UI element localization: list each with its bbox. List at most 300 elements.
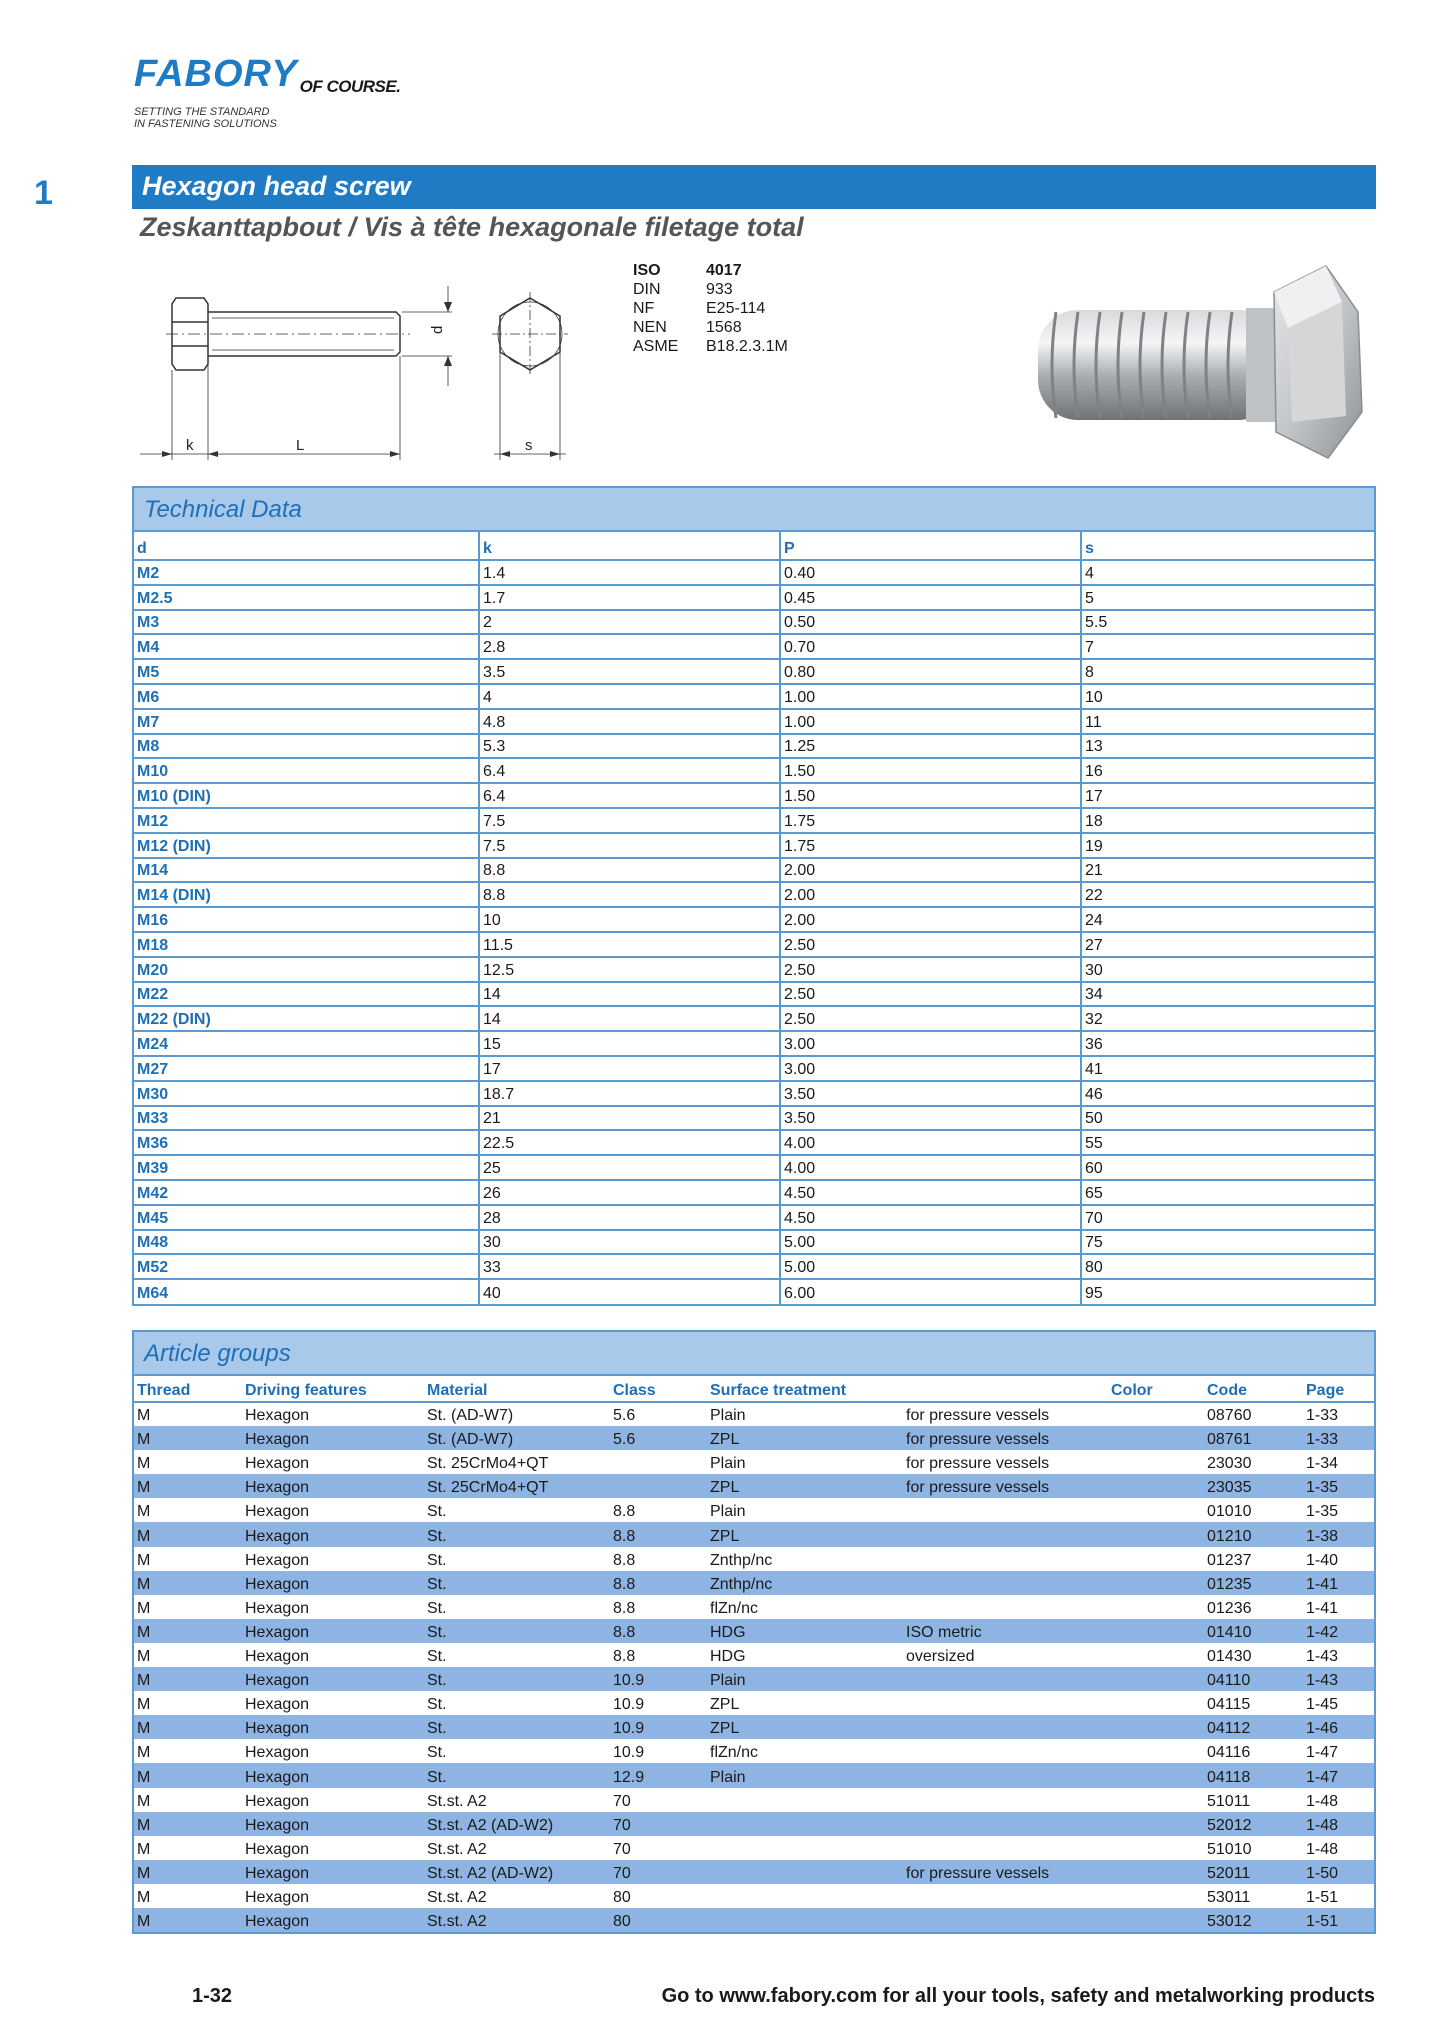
table-cell: M	[137, 1792, 151, 1810]
table-cell: 1-51	[1303, 1908, 1374, 1932]
table-cell: 14	[479, 982, 780, 1007]
table-cell: Plain	[710, 1455, 746, 1473]
table-row	[134, 1571, 1374, 1595]
table-cell: St.	[424, 1715, 610, 1739]
table-cell: M	[134, 1667, 242, 1691]
standard-row	[633, 299, 788, 318]
table-cell: flZn/nc	[710, 1744, 759, 1762]
table-cell: 3.50	[780, 1081, 1081, 1106]
page-title: Hexagon head screw	[142, 171, 411, 201]
table-cell: St. (AD-W7)	[427, 1407, 514, 1425]
table-cell: M	[134, 1474, 242, 1498]
table-cell: M	[134, 1522, 242, 1546]
table-cell: 1.50	[780, 783, 1081, 808]
table-cell: 1-41	[1303, 1571, 1374, 1595]
table-cell: 26	[479, 1180, 780, 1205]
table-cell: Hexagon	[242, 1619, 424, 1643]
table-cell	[707, 1884, 903, 1908]
standard-row	[633, 337, 788, 356]
table-cell	[903, 1691, 1108, 1715]
logo-tagline	[134, 106, 277, 130]
table-cell: 51011	[1207, 1792, 1251, 1810]
table-cell: M	[134, 1860, 242, 1884]
table-row	[134, 1155, 1374, 1180]
table-cell: 08761	[1204, 1426, 1303, 1450]
logo-suffix: OF COURSE.	[299, 77, 401, 96]
table-cell: St.	[427, 1551, 447, 1569]
table-cell: 1-43	[1306, 1648, 1339, 1666]
table-cell: 5.6	[610, 1426, 707, 1450]
table-row	[134, 585, 1374, 610]
table-cell: 5.5	[1081, 610, 1374, 635]
table-cell: 1-48	[1306, 1792, 1339, 1810]
table-cell: 10	[479, 907, 780, 932]
table-cell: 1-33	[1306, 1407, 1339, 1425]
table-row	[134, 709, 1374, 734]
table-cell: 1-47	[1303, 1763, 1374, 1787]
table-cell: M64	[134, 1279, 479, 1304]
table-cell: 4	[479, 684, 780, 709]
table-cell: for pressure vessels	[903, 1860, 1108, 1884]
table-row	[134, 1547, 1374, 1571]
table-cell: Hexagon	[245, 1744, 310, 1762]
table-cell: 4.50	[780, 1205, 1081, 1230]
table-cell: 2	[479, 610, 780, 635]
table-row	[134, 1522, 1374, 1546]
table-cell: ZPL	[707, 1426, 903, 1450]
table-cell: St.st. A2	[427, 1888, 487, 1906]
table-cell	[1108, 1643, 1204, 1667]
table-cell: M20	[134, 957, 479, 982]
table-row	[134, 882, 1374, 907]
table-cell: 1-41	[1306, 1599, 1339, 1617]
table-row	[134, 1667, 1374, 1691]
technical-data-title: Technical Data	[144, 496, 302, 523]
table-cell: 46	[1081, 1081, 1374, 1106]
table-cell: St.st. A2 (AD-W2)	[424, 1860, 610, 1884]
table-cell	[903, 1812, 1108, 1836]
table-cell: 1-42	[1303, 1619, 1374, 1643]
table-cell: 22.5	[479, 1130, 780, 1155]
table-cell: 2.50	[780, 932, 1081, 957]
table-cell: 04112	[1204, 1715, 1303, 1739]
table-cell: 53011	[1207, 1888, 1251, 1906]
table-row	[134, 560, 1374, 585]
table-cell	[1108, 1884, 1204, 1908]
table-cell: 04116	[1207, 1744, 1251, 1762]
table-cell: St.	[424, 1667, 610, 1691]
table-row	[134, 1106, 1374, 1131]
table-cell: ISO metric	[903, 1619, 1108, 1643]
table-cell: 8.8	[613, 1648, 636, 1666]
screw-product-image	[1026, 262, 1366, 462]
table-row	[134, 982, 1374, 1007]
logo-wordmark: FABORY	[134, 53, 298, 95]
table-cell: 52012	[1204, 1812, 1303, 1836]
table-cell: 80	[1081, 1254, 1374, 1279]
table-row	[134, 808, 1374, 833]
table-cell	[707, 1788, 903, 1812]
article-groups-header	[134, 1332, 1374, 1376]
technical-data-section	[132, 486, 1376, 1306]
table-cell: 08760	[1207, 1407, 1252, 1425]
table-row	[134, 1402, 1374, 1426]
table-row	[134, 1763, 1374, 1787]
table-cell: for pressure vessels	[906, 1455, 1050, 1473]
table-cell: 10.9	[613, 1744, 645, 1762]
table-cell	[707, 1836, 903, 1860]
table-cell: M8	[134, 734, 479, 759]
table-cell: M	[134, 1812, 242, 1836]
table-cell: 1-48	[1303, 1812, 1374, 1836]
table-cell: Hexagon	[242, 1812, 424, 1836]
table-cell: 8.8	[610, 1571, 707, 1595]
table-row	[134, 1254, 1374, 1279]
table-row	[134, 1230, 1374, 1255]
table-cell: 01237	[1207, 1551, 1252, 1569]
table-cell	[903, 1739, 1108, 1763]
table-cell: St.	[424, 1522, 610, 1546]
table-cell	[903, 1595, 1108, 1619]
table-cell: St.	[424, 1763, 610, 1787]
table-cell: 1-38	[1303, 1522, 1374, 1546]
article-column-header: Code	[1204, 1376, 1303, 1402]
table-cell: St.st. A2	[427, 1792, 487, 1810]
article-column-header: Thread	[134, 1376, 242, 1402]
table-cell: 8.8	[610, 1619, 707, 1643]
table-cell: M	[137, 1407, 151, 1425]
table-cell	[903, 1788, 1108, 1812]
table-row	[134, 1426, 1374, 1450]
table-row	[134, 1860, 1374, 1884]
table-cell: M6	[134, 684, 479, 709]
table-cell: M52	[134, 1254, 479, 1279]
table-cell: 6.4	[479, 758, 780, 783]
table-cell	[1108, 1450, 1204, 1474]
table-cell: 01410	[1204, 1619, 1303, 1643]
table-cell: 4.50	[780, 1180, 1081, 1205]
standard-key: ISO	[633, 262, 661, 279]
table-cell: M	[137, 1888, 151, 1906]
table-cell: 2.50	[780, 1006, 1081, 1031]
table-cell: 3.5	[479, 659, 780, 684]
table-row	[134, 1205, 1374, 1230]
table-cell: 70	[610, 1860, 707, 1884]
table-cell: M	[134, 1426, 242, 1450]
table-cell: Hexagon	[242, 1763, 424, 1787]
table-cell: 1-51	[1306, 1888, 1339, 1906]
table-cell: 30	[1081, 957, 1374, 982]
table-cell: 0.50	[780, 610, 1081, 635]
table-cell: 3.00	[780, 1056, 1081, 1081]
table-row	[134, 1595, 1374, 1619]
table-cell: 21	[1081, 858, 1374, 883]
table-row	[134, 1884, 1374, 1908]
table-cell: 19	[1081, 833, 1374, 858]
table-cell: 1-46	[1303, 1715, 1374, 1739]
table-cell: 2.50	[780, 957, 1081, 982]
table-cell: Hexagon	[245, 1599, 310, 1617]
table-row	[134, 1130, 1374, 1155]
table-cell: 53012	[1204, 1908, 1303, 1932]
technical-header-row	[134, 532, 1374, 560]
table-cell	[1108, 1498, 1204, 1522]
table-row	[134, 833, 1374, 858]
table-cell: M12 (DIN)	[134, 833, 479, 858]
table-cell: M	[134, 1715, 242, 1739]
table-cell: St. (AD-W7)	[424, 1426, 610, 1450]
tagline-line-1: SETTING THE STANDARD	[134, 106, 270, 118]
table-cell: M10	[134, 758, 479, 783]
table-cell: 23035	[1204, 1474, 1303, 1498]
standard-key: ASME	[633, 338, 679, 355]
table-cell: for pressure vessels	[906, 1407, 1050, 1425]
table-cell: 12.9	[610, 1763, 707, 1787]
table-cell: 4.00	[780, 1130, 1081, 1155]
technical-data-header	[134, 488, 1374, 532]
table-cell: 0.80	[780, 659, 1081, 684]
title-bar	[132, 165, 1376, 209]
table-cell: 0.70	[780, 634, 1081, 659]
table-cell: 60	[1081, 1155, 1374, 1180]
article-groups-title: Article groups	[144, 1340, 291, 1367]
table-cell: 28	[479, 1205, 780, 1230]
table-cell: St.	[427, 1503, 447, 1521]
article-groups-section	[132, 1330, 1376, 1934]
table-row	[134, 634, 1374, 659]
table-cell: 30	[479, 1230, 780, 1255]
table-cell: 04115	[1207, 1696, 1251, 1714]
article-groups-table	[134, 1376, 1374, 1932]
table-cell: 1.75	[780, 833, 1081, 858]
table-cell: 8	[1081, 659, 1374, 684]
table-cell: 3.50	[780, 1106, 1081, 1131]
table-cell: M7	[134, 709, 479, 734]
table-cell: 41	[1081, 1056, 1374, 1081]
table-cell: 70	[610, 1812, 707, 1836]
table-cell: 22	[1081, 882, 1374, 907]
table-cell	[610, 1474, 707, 1498]
table-cell	[707, 1860, 903, 1884]
table-cell: 10.9	[613, 1696, 645, 1714]
table-cell: 17	[479, 1056, 780, 1081]
table-cell: 13	[1081, 734, 1374, 759]
table-cell: 12.5	[479, 957, 780, 982]
page-number: 1-32	[192, 1985, 233, 2007]
table-cell	[1108, 1836, 1204, 1860]
table-row	[134, 1279, 1374, 1304]
table-cell: Hexagon	[242, 1715, 424, 1739]
table-cell: M	[137, 1744, 151, 1762]
table-cell: 1-33	[1303, 1426, 1374, 1450]
dimension-label-k: k	[186, 437, 194, 454]
table-cell: 55	[1081, 1130, 1374, 1155]
table-cell: 27	[1081, 932, 1374, 957]
table-cell: 18	[1081, 808, 1374, 833]
table-cell: 18.7	[479, 1081, 780, 1106]
table-cell: 23030	[1207, 1455, 1252, 1473]
table-cell: St.	[424, 1619, 610, 1643]
article-column-header: Page	[1303, 1376, 1374, 1402]
table-cell: 2.00	[780, 907, 1081, 932]
table-cell: Hexagon	[242, 1426, 424, 1450]
table-cell: M39	[134, 1155, 479, 1180]
standard-value: 4017	[706, 262, 742, 279]
table-row	[134, 1836, 1374, 1860]
table-cell: 1-35	[1303, 1474, 1374, 1498]
table-cell: for pressure vessels	[903, 1426, 1108, 1450]
table-cell: 10.9	[610, 1715, 707, 1739]
standard-key: NF	[633, 300, 655, 317]
table-cell	[903, 1522, 1108, 1546]
table-cell: Hexagon	[245, 1840, 310, 1858]
table-cell: Hexagon	[242, 1667, 424, 1691]
table-cell: M14	[134, 858, 479, 883]
table-cell: 5	[1081, 585, 1374, 610]
table-cell: 65	[1081, 1180, 1374, 1205]
technical-column-header: k	[479, 532, 780, 560]
table-cell: Hexagon	[245, 1551, 310, 1569]
table-cell: 5.00	[780, 1230, 1081, 1255]
article-column-header: Material	[424, 1376, 610, 1402]
footer-link-text[interactable]: Go to www.fabory.com for all your tools, safety and metalworking products	[661, 1985, 1375, 2007]
table-cell	[903, 1667, 1108, 1691]
table-cell: 70	[613, 1792, 631, 1810]
table-cell: 04110	[1204, 1667, 1303, 1691]
table-cell: flZn/nc	[710, 1599, 759, 1617]
table-cell: 1-45	[1306, 1696, 1339, 1714]
standard-value: 933	[706, 281, 733, 298]
table-row	[134, 1006, 1374, 1031]
table-cell	[1108, 1619, 1204, 1643]
table-cell: M30	[134, 1081, 479, 1106]
table-cell: Hexagon	[245, 1792, 310, 1810]
table-cell	[707, 1812, 903, 1836]
table-row	[134, 758, 1374, 783]
table-cell: 3.00	[780, 1031, 1081, 1056]
table-cell: 8.8	[479, 858, 780, 883]
table-cell: 1.00	[780, 709, 1081, 734]
table-cell	[1108, 1812, 1204, 1836]
table-cell: St. 25CrMo4+QT	[424, 1474, 610, 1498]
table-row	[134, 1081, 1374, 1106]
table-cell: M42	[134, 1180, 479, 1205]
table-cell: 8.8	[613, 1599, 636, 1617]
article-column-header: Color	[1108, 1376, 1204, 1402]
table-cell: 1-50	[1303, 1860, 1374, 1884]
table-cell	[707, 1908, 903, 1932]
article-column-header	[903, 1376, 1108, 1402]
table-cell: 4.8	[479, 709, 780, 734]
table-row	[134, 907, 1374, 932]
table-cell	[903, 1571, 1108, 1595]
table-cell: M	[137, 1455, 151, 1473]
table-row	[134, 1739, 1374, 1763]
table-cell: 8.8	[613, 1551, 636, 1569]
standard-key: NEN	[633, 319, 667, 336]
table-cell	[903, 1884, 1108, 1908]
table-row	[134, 1908, 1374, 1932]
table-cell: 1.75	[780, 808, 1081, 833]
table-cell: 01210	[1204, 1522, 1303, 1546]
table-cell: 01235	[1204, 1571, 1303, 1595]
table-cell: M	[134, 1571, 242, 1595]
table-cell	[1108, 1595, 1204, 1619]
dimension-label-s: s	[525, 437, 533, 454]
article-column-header: Class	[610, 1376, 707, 1402]
table-cell	[1108, 1739, 1204, 1763]
standard-row	[633, 261, 788, 280]
table-cell: 4.00	[780, 1155, 1081, 1180]
table-row	[134, 734, 1374, 759]
table-cell: St.st. A2	[424, 1908, 610, 1932]
table-cell: 15	[479, 1031, 780, 1056]
table-cell: ZPL	[710, 1696, 740, 1714]
table-cell: M24	[134, 1031, 479, 1056]
table-cell: M	[137, 1648, 151, 1666]
table-row	[134, 1056, 1374, 1081]
table-cell: M18	[134, 932, 479, 957]
technical-drawing	[132, 280, 572, 470]
table-cell	[1108, 1691, 1204, 1715]
table-cell: 4	[1081, 560, 1374, 585]
table-row	[134, 684, 1374, 709]
standards-list	[633, 261, 788, 356]
table-cell: 80	[613, 1888, 631, 1906]
table-cell: M22 (DIN)	[134, 1006, 479, 1031]
table-cell: Plain	[710, 1407, 746, 1425]
technical-column-header: P	[780, 532, 1081, 560]
table-row	[134, 610, 1374, 635]
table-row	[134, 1450, 1374, 1474]
table-cell: 34	[1081, 982, 1374, 1007]
table-cell: 1-48	[1306, 1840, 1339, 1858]
table-row	[134, 932, 1374, 957]
table-row	[134, 1643, 1374, 1667]
table-cell: Hexagon	[245, 1455, 310, 1473]
table-cell: 7	[1081, 634, 1374, 659]
standard-value: E25-114	[706, 300, 766, 317]
table-cell	[903, 1547, 1108, 1571]
table-cell: 70	[1081, 1205, 1374, 1230]
table-cell: 10	[1081, 684, 1374, 709]
table-cell: 24	[1081, 907, 1374, 932]
table-cell: HDG	[707, 1619, 903, 1643]
table-cell: M	[137, 1696, 151, 1714]
table-cell	[1108, 1571, 1204, 1595]
standard-value: 1568	[706, 319, 742, 336]
technical-column-header: s	[1081, 532, 1374, 560]
table-cell: M4	[134, 634, 479, 659]
standard-row	[633, 318, 788, 337]
table-cell: 6.4	[479, 783, 780, 808]
table-cell	[1108, 1426, 1204, 1450]
table-cell: 21	[479, 1106, 780, 1131]
table-cell: M48	[134, 1230, 479, 1255]
table-row	[134, 1812, 1374, 1836]
table-cell: 52011	[1204, 1860, 1303, 1884]
table-cell: 7.5	[479, 808, 780, 833]
table-cell: 36	[1081, 1031, 1374, 1056]
table-cell: M45	[134, 1205, 479, 1230]
table-cell	[1108, 1522, 1204, 1546]
table-cell: St.	[424, 1571, 610, 1595]
table-cell: 1-47	[1306, 1744, 1339, 1762]
table-cell: 95	[1085, 1284, 1103, 1302]
table-row	[134, 1691, 1374, 1715]
chapter-number: 1	[34, 174, 53, 212]
table-cell: 10.9	[610, 1667, 707, 1691]
